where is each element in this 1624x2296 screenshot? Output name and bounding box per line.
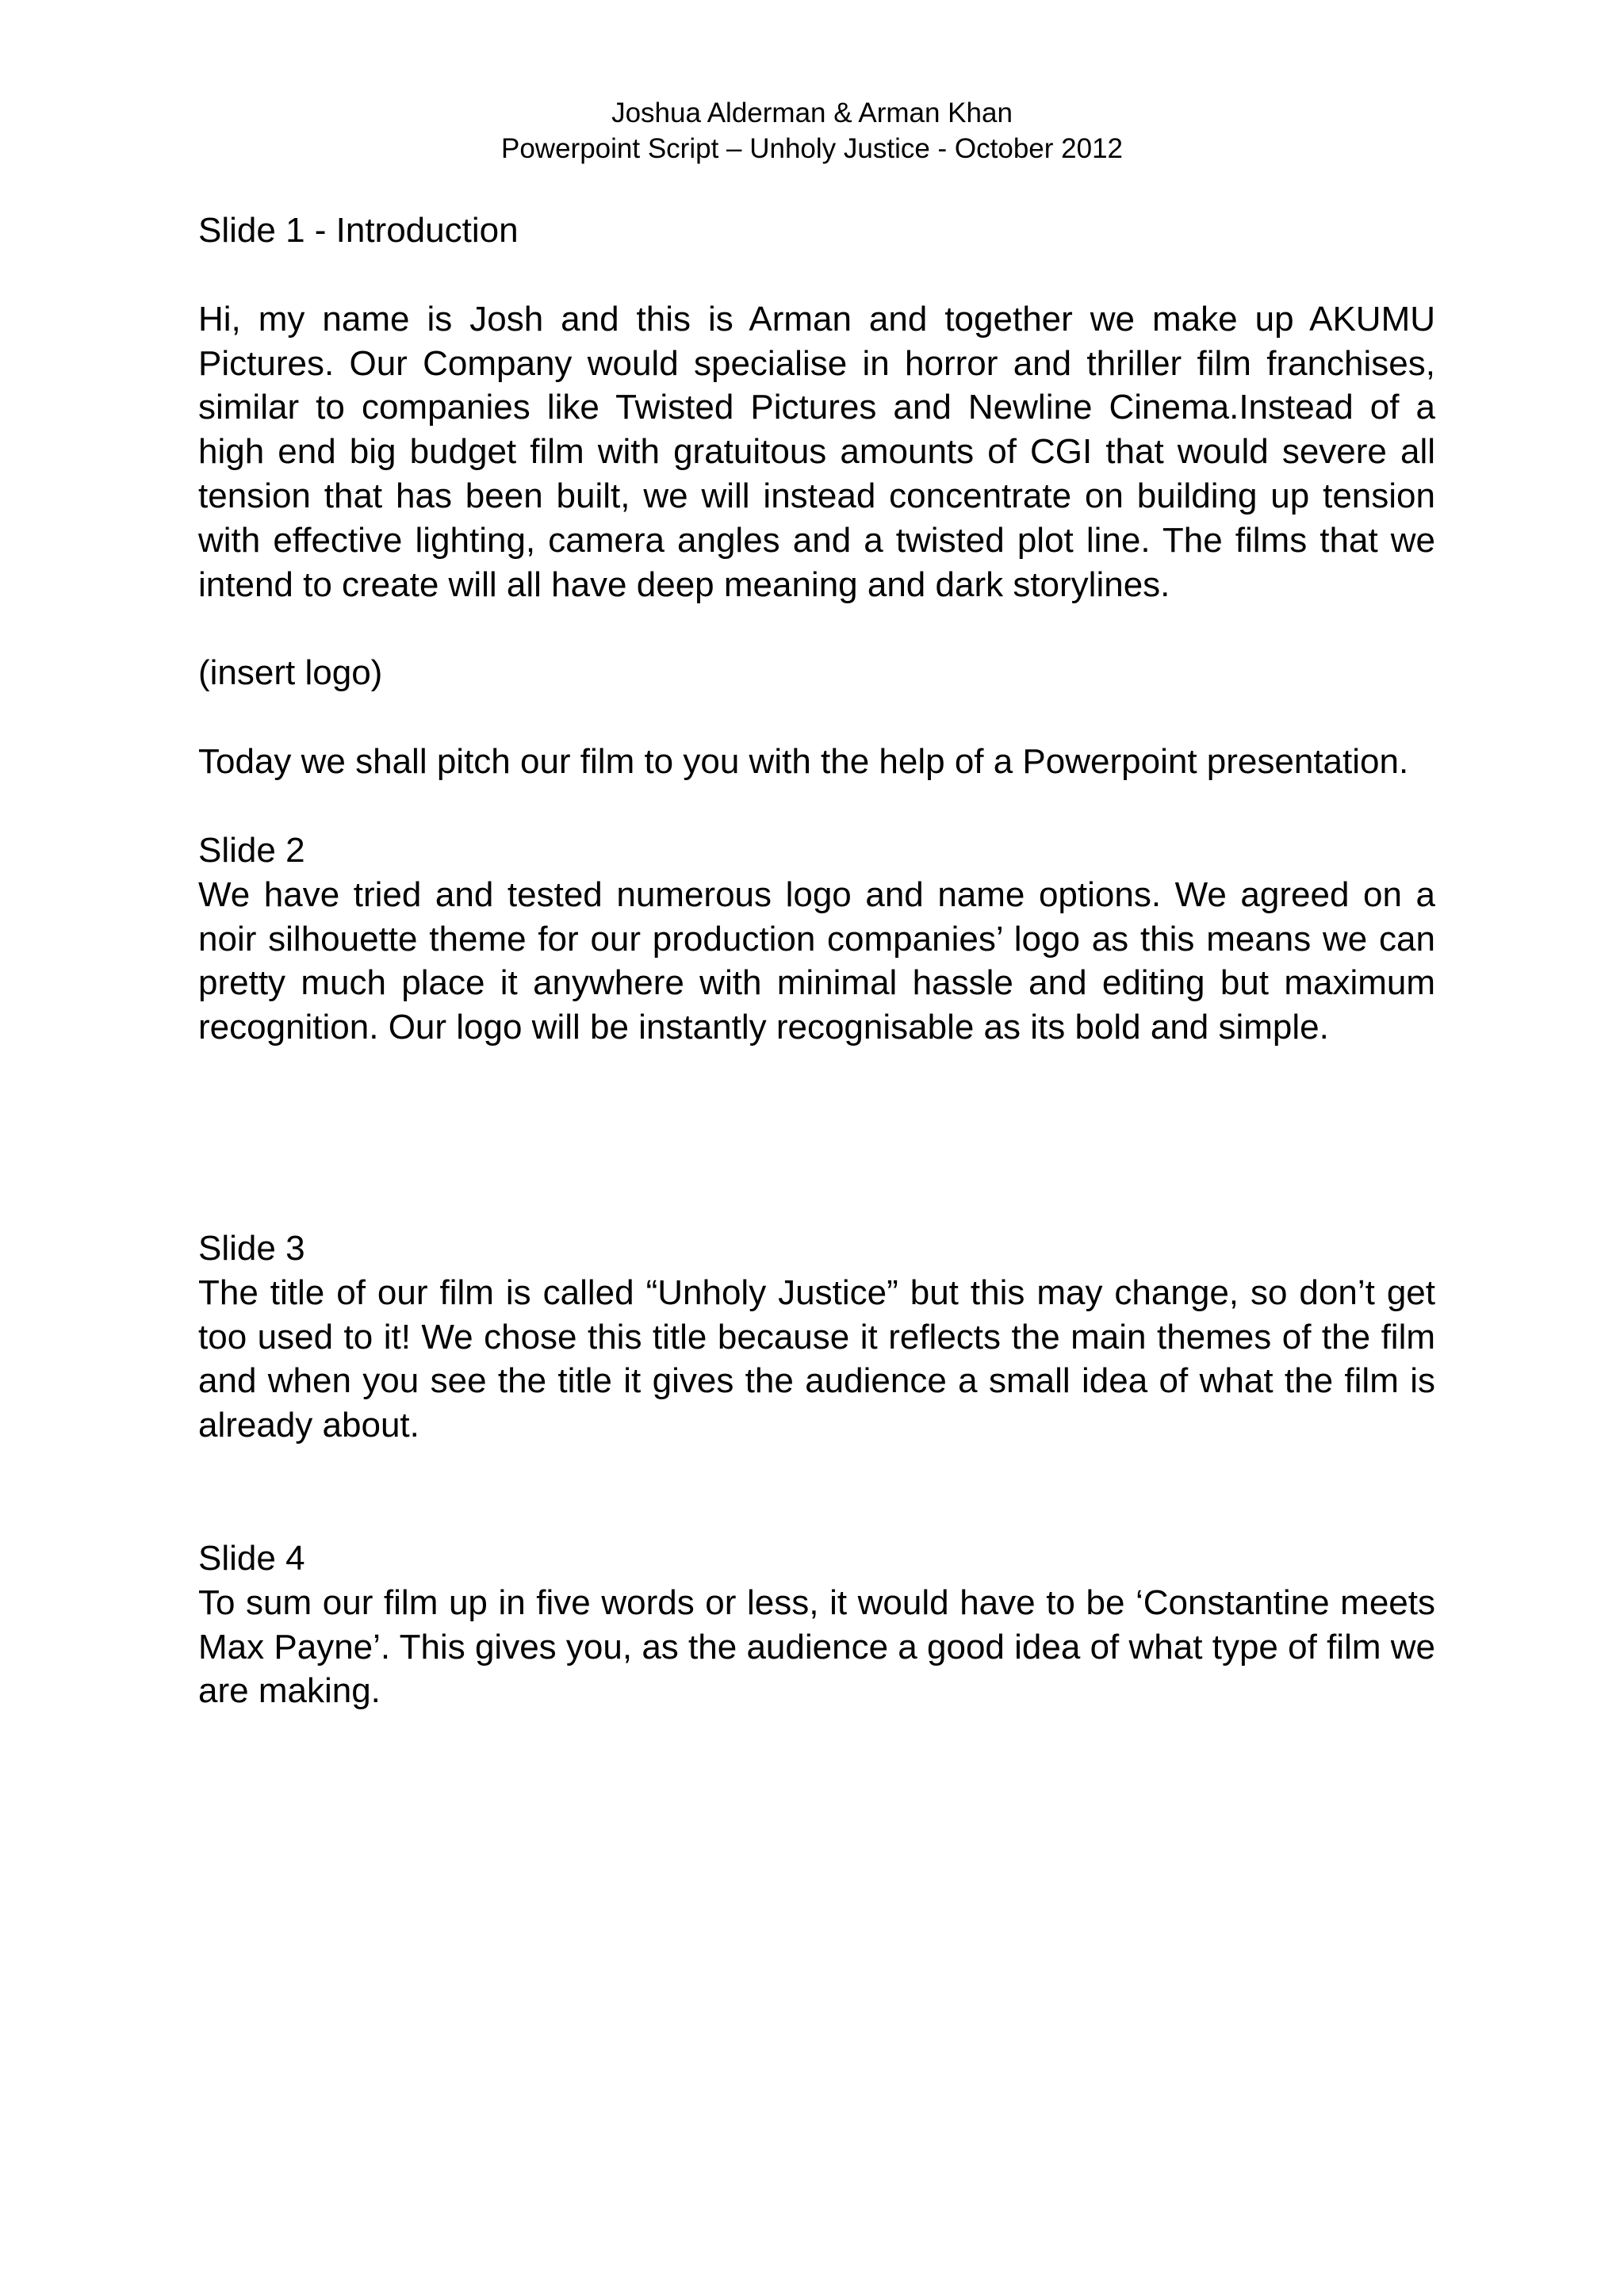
header-authors: Joshua Alderman & Arman Khan bbox=[611, 98, 1013, 128]
slide3-heading: Slide 3 bbox=[198, 1228, 305, 1268]
slide3-paragraph: The title of our film is called “Unholy Justice” but this may change, so don’t get too used to it! We chose this title because it reflects the main themes of the film and when you see the title it gives the audience a small idea of what the film is already about. bbox=[198, 1272, 1435, 1445]
slide2-paragraph: We have tried and tested numerous logo and name options. We agreed on a noir silhouette theme for our production companies’ logo as this means we can pretty much place it anywhere with minimal hassle and editing but maximum recognition. Our logo will be instantly recognisable as its bold and simple. bbox=[198, 874, 1435, 1047]
slide4-heading: Slide 4 bbox=[198, 1538, 305, 1578]
slide1-logo-note: (insert logo) bbox=[198, 653, 383, 693]
slide1-paragraph-pitch: Today we shall pitch our film to you with the help of a Powerpoint presentation. bbox=[198, 742, 1409, 782]
document-body bbox=[198, 209, 1435, 1713]
slide1-paragraph-intro: Hi, my name is Josh and this is Arman and together we make up AKUMU Pictures. Our Company would specialise in horror and thriller film franchises, similar to companies like Twisted Pictures and Newline Cinema.Instead of a high end big budget film with gratuitous amounts of CGI that would severe all tension that has been built, we will instead concentrate on building up tension with effective lighting, camera angles and a twisted plot line. The films that we intend to create will all have deep meaning and dark storylines. bbox=[198, 299, 1435, 604]
slide4-paragraph: To sum our film up in five words or less, it would have to be ‘Constantine meets Max Payne’. This gives you, as the audience a good idea of what type of film we are making. bbox=[198, 1582, 1435, 1711]
slide1-heading: Slide 1 - Introduction bbox=[198, 211, 519, 250]
header-subtitle: Powerpoint Script – Unholy Justice - October 2012 bbox=[501, 133, 1123, 164]
slide2-heading: Slide 2 bbox=[198, 830, 305, 870]
page-header bbox=[0, 95, 1624, 166]
